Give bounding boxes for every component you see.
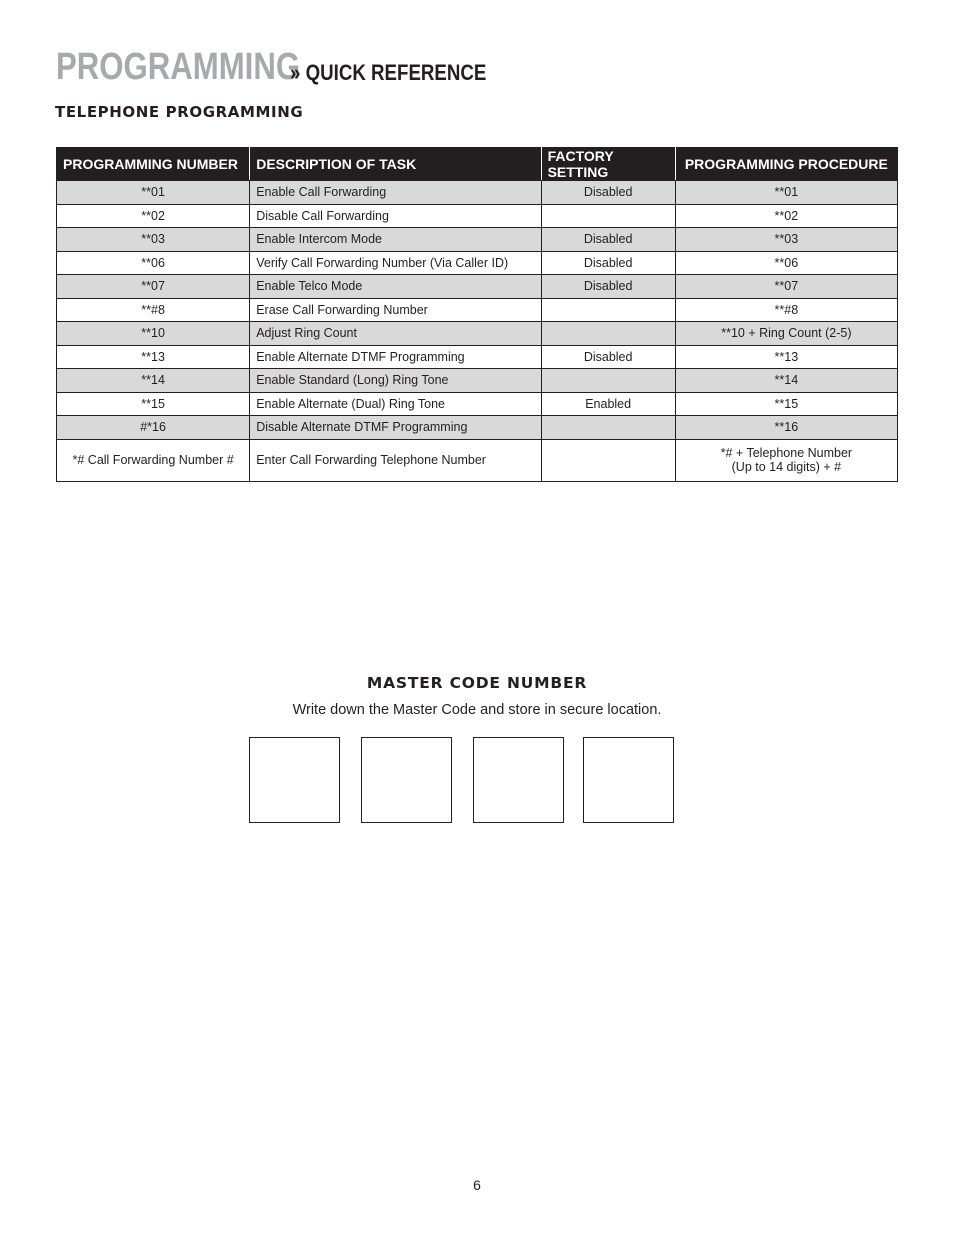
procedure-cell: **02 [675, 204, 897, 228]
programming-number-cell: **#8 [57, 298, 250, 322]
telephone-programming-heading: TELEPHONE PROGRAMMING [55, 103, 304, 121]
master-code-heading: MASTER CODE NUMBER [366, 674, 588, 692]
description-cell: Enable Call Forwarding [250, 181, 541, 205]
description-cell: Enable Telco Mode [250, 275, 541, 299]
factory-setting-cell [541, 369, 675, 393]
factory-setting-cell: Disabled [541, 251, 675, 275]
factory-setting-cell: Disabled [541, 345, 675, 369]
procedure-cell: **06 [675, 251, 897, 275]
table-row [57, 369, 898, 393]
programming-number-cell: **06 [57, 251, 250, 275]
description-cell: Enable Alternate (Dual) Ring Tone [250, 392, 541, 416]
factory-setting-cell [541, 439, 675, 481]
procedure-cell: **14 [675, 369, 897, 393]
procedure-cell: **#8 [675, 298, 897, 322]
column-header-factory-setting: FACTORY SETTING [541, 148, 675, 181]
table-row [57, 416, 898, 440]
description-cell: Disable Alternate DTMF Programming [250, 416, 541, 440]
procedure-cell: **07 [675, 275, 897, 299]
description-cell: Verify Call Forwarding Number (Via Caller ID) [250, 251, 541, 275]
table-header-row [57, 148, 898, 181]
programming-number-cell: **01 [57, 181, 250, 205]
factory-setting-cell: Enabled [541, 392, 675, 416]
page-number: 6 [473, 1177, 481, 1193]
procedure-line: (Up to 14 digits) + # [731, 460, 842, 474]
column-header-description: DESCRIPTION OF TASK [250, 148, 541, 181]
master-code-instruction: Write down the Master Code and store in secure location. [292, 702, 662, 718]
programming-number-cell: **07 [57, 275, 250, 299]
factory-setting-cell [541, 298, 675, 322]
programming-number-cell: **02 [57, 204, 250, 228]
factory-setting-cell [541, 322, 675, 346]
description-cell: Enable Alternate DTMF Programming [250, 345, 541, 369]
column-header-programming-number: PROGRAMMING NUMBER [57, 148, 250, 181]
table-row [57, 228, 898, 252]
procedure-line: *# + Telephone Number [720, 446, 853, 460]
description-cell: Adjust Ring Count [250, 322, 541, 346]
table-row [57, 251, 898, 275]
factory-setting-cell [541, 416, 675, 440]
procedure-cell: **15 [675, 392, 897, 416]
column-header-programming-procedure: PROGRAMMING PROCEDURE [675, 148, 897, 181]
table-row [57, 392, 898, 416]
factory-setting-cell [541, 204, 675, 228]
factory-setting-cell: Disabled [541, 228, 675, 252]
description-cell: Erase Call Forwarding Number [250, 298, 541, 322]
programming-number-cell: *# Call Forwarding Number # [57, 439, 250, 481]
table-row [57, 275, 898, 299]
title-subtitle: » QUICK REFERENCE [290, 60, 487, 85]
table-row [57, 204, 898, 228]
programming-number-cell: **15 [57, 392, 250, 416]
master-code-digit-box[interactable] [361, 737, 452, 823]
programming-number-cell: **03 [57, 228, 250, 252]
programming-number-cell: **13 [57, 345, 250, 369]
factory-setting-cell: Disabled [541, 275, 675, 299]
procedure-cell: **01 [675, 181, 897, 205]
description-cell: Enable Standard (Long) Ring Tone [250, 369, 541, 393]
description-cell: Disable Call Forwarding [250, 204, 541, 228]
table-row [57, 298, 898, 322]
master-code-digit-box[interactable] [583, 737, 674, 823]
table-row [57, 439, 898, 481]
master-code-digit-box[interactable] [473, 737, 564, 823]
procedure-cell: **13 [675, 345, 897, 369]
description-cell: Enter Call Forwarding Telephone Number [250, 439, 541, 481]
programming-table [56, 147, 898, 482]
procedure-cell [675, 439, 897, 481]
factory-setting-cell: Disabled [541, 181, 675, 205]
programming-number-cell: #*16 [57, 416, 250, 440]
title-main: PROGRAMMING [56, 46, 301, 88]
programming-number-cell: **14 [57, 369, 250, 393]
master-code-digit-box[interactable] [249, 737, 340, 823]
procedure-cell: **10 + Ring Count (2-5) [675, 322, 897, 346]
table-row [57, 345, 898, 369]
procedure-cell: **16 [675, 416, 897, 440]
page-title [56, 46, 487, 88]
table-row [57, 181, 898, 205]
procedure-cell: **03 [675, 228, 897, 252]
table-row [57, 322, 898, 346]
description-cell: Enable Intercom Mode [250, 228, 541, 252]
programming-number-cell: **10 [57, 322, 250, 346]
